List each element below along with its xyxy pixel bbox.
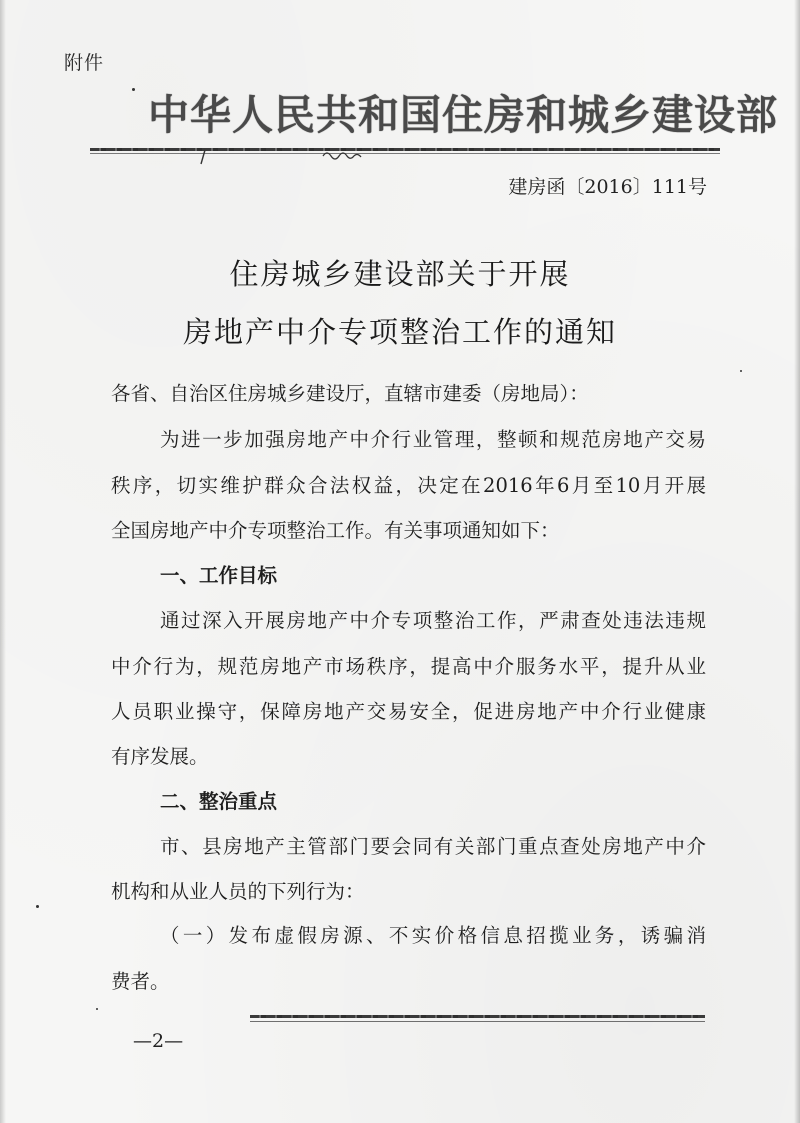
handwritten-mark [195,144,395,168]
intro-line: 全国房地产中介专项整治工作。有关事项通知如下： [111,519,560,542]
section-2-heading: 二、整治重点 [160,790,278,813]
section-2-line: 市、县房地产主管部门要会同有关部门重点查处房地产中介 [160,835,706,858]
letterhead-rule [90,148,720,154]
section-2-line: 机构和从业人员的下列行为： [111,880,365,903]
scan-speck [36,905,39,908]
intro-line: 为进一步加强房地产中介行业管理，整顿和规范房地产交易 [160,428,706,451]
scan-edge-left [0,0,6,1123]
salutation: 各省、自治区住房城乡建设厅，直辖市建委（房地局）： [111,382,589,405]
document-title-line-2: 房地产中介专项整治工作的通知 [182,315,617,349]
document-title-line-1: 住房城乡建设部关于开展 [229,257,571,291]
scan-speck [96,1008,98,1010]
attachment-label: 附件 [64,52,105,74]
footer-rule [250,1015,705,1021]
intro-line: 秩序，切实维护群众合法权益，决定在2016年6月至10月开展 [111,474,706,497]
section-1-line: 中介行为，规范房地产市场秩序，提高中介服务水平，提升从业 [111,655,706,678]
page-number: —2— [133,1030,184,1052]
section-1-line: 通过深入开展房地产中介专项整治工作，严肃查处违法违规 [160,609,706,632]
item-1-line: 费者。 [111,970,170,993]
letterhead: 中华人民共和国住房和城乡建设部 [148,91,778,139]
section-1-line: 有序发展。 [111,745,209,768]
item-1-line: （一）发布虚假房源、不实价格信息招揽业务，诱骗消 [160,924,706,947]
section-1-heading: 一、工作目标 [160,564,278,587]
document-number: 建房函〔2016〕111号 [508,176,707,198]
scan-speck [132,88,135,91]
section-1-line: 人员职业操守，保障房地产交易安全，促进房地产中介行业健康 [111,700,706,723]
scan-edge-right [794,0,800,1123]
scan-speck [740,370,742,372]
